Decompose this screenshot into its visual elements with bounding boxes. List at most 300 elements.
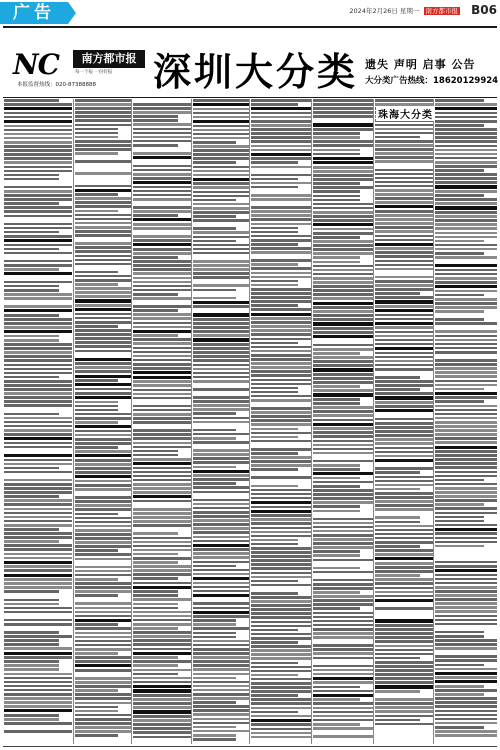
listing-line — [75, 566, 131, 569]
listing-line — [435, 586, 497, 589]
listing-line — [133, 119, 178, 122]
listing-line — [313, 735, 373, 738]
listing-line — [133, 429, 191, 432]
listing-line — [4, 305, 72, 308]
listing-line — [4, 368, 72, 371]
listing-line — [313, 149, 360, 152]
listing-line — [4, 264, 72, 267]
listing-line — [435, 520, 484, 523]
listing-heading — [75, 425, 131, 428]
listing-line — [133, 623, 191, 626]
listing-line — [133, 698, 191, 701]
listing-line — [251, 366, 311, 369]
listing-line — [251, 157, 311, 160]
listing-line — [251, 506, 311, 509]
listing-line — [133, 111, 191, 114]
listing-line — [193, 372, 249, 375]
listing-line — [375, 181, 433, 184]
listing-line — [4, 388, 72, 391]
listing-line — [435, 512, 497, 515]
listing-line — [313, 493, 373, 496]
listing-line — [375, 595, 433, 598]
listing-line — [4, 685, 72, 688]
listing-line — [193, 523, 249, 526]
listing-line — [193, 474, 249, 477]
listing-line — [133, 483, 191, 486]
listing-line — [133, 235, 191, 238]
listing-line — [4, 565, 72, 568]
listing-line — [313, 599, 373, 602]
listing-line — [375, 591, 433, 594]
listing-line — [4, 351, 72, 354]
listing-line — [435, 441, 497, 444]
listing-line — [133, 194, 191, 197]
listing-line — [375, 356, 433, 359]
listing-heading — [4, 107, 72, 110]
listing-line — [75, 438, 131, 441]
listing-line — [75, 578, 118, 581]
listing-line — [193, 548, 249, 551]
listing-line — [193, 276, 249, 279]
listing-line — [435, 375, 497, 378]
listing-line — [193, 536, 249, 539]
listing-line — [251, 690, 311, 693]
listing-line — [313, 587, 373, 590]
listing-line — [435, 290, 497, 293]
listing-line — [251, 174, 311, 177]
listing-line — [75, 590, 131, 593]
listing-line — [375, 156, 433, 159]
listing-gap — [3, 734, 73, 738]
listing-line — [313, 665, 373, 668]
listing-line — [133, 475, 191, 478]
listing-line — [4, 141, 72, 144]
listing-line — [251, 485, 298, 488]
listing-line — [193, 191, 249, 194]
listing-line — [4, 202, 59, 205]
listing-line — [375, 719, 420, 722]
listing-line — [75, 632, 131, 635]
listing-line — [375, 471, 420, 474]
zhuhai-section-title: 珠海大分类 — [376, 106, 435, 121]
listing-line — [133, 573, 191, 576]
listing-line — [251, 346, 311, 349]
listing-line — [193, 355, 249, 358]
listing-line — [75, 313, 131, 316]
listing-line — [75, 450, 131, 453]
listing-line — [435, 120, 497, 123]
listing-line — [133, 565, 191, 568]
dateline — [349, 6, 460, 15]
listing-line — [133, 393, 191, 396]
listing-heading — [435, 206, 497, 209]
listing-line — [75, 541, 131, 544]
listing-line — [251, 263, 298, 266]
listing-line — [75, 553, 131, 556]
listing-line — [75, 304, 131, 307]
listing-heading — [313, 123, 373, 126]
listing-line — [375, 201, 433, 204]
listing-line — [313, 310, 373, 313]
listing-line — [313, 402, 360, 405]
listing-line — [435, 503, 484, 506]
listing-line — [251, 662, 298, 665]
listing-line — [375, 305, 433, 308]
listing-line — [75, 279, 131, 282]
listing-line — [375, 368, 433, 371]
listing-line — [75, 205, 131, 208]
listing-column — [249, 99, 312, 744]
listing-line — [193, 248, 249, 251]
listing-line — [4, 491, 72, 494]
listing-line — [375, 698, 433, 701]
listing-line — [313, 603, 373, 606]
listing-line — [435, 619, 497, 622]
listing-line — [75, 430, 131, 433]
listing-line — [133, 442, 191, 445]
listing-line — [4, 318, 72, 321]
listing-heading — [75, 454, 131, 457]
listing-line — [133, 140, 191, 143]
listing-heading — [193, 103, 249, 106]
listing-line — [193, 689, 249, 692]
listing-line — [193, 722, 249, 725]
listing-line — [133, 450, 178, 453]
listing-line — [4, 244, 72, 247]
listing-line — [435, 145, 497, 148]
listing-line — [435, 499, 497, 502]
listing-heading — [251, 501, 311, 504]
listing-line — [4, 677, 72, 680]
listing-line — [435, 181, 497, 184]
listing-line — [313, 723, 360, 726]
listing-line — [375, 587, 433, 590]
listing-line — [133, 417, 191, 420]
listing-line — [251, 555, 311, 558]
listing-line — [75, 124, 131, 127]
listing-line — [75, 366, 131, 369]
listing-line — [435, 433, 497, 436]
listing-line — [375, 251, 433, 254]
listing-line — [251, 728, 311, 731]
listing-line — [435, 561, 497, 564]
listing-line — [133, 309, 178, 312]
listing-line — [193, 590, 249, 593]
listing-line — [133, 437, 191, 440]
listing-line — [375, 296, 433, 299]
listing-line — [133, 272, 191, 275]
listing-line — [313, 327, 373, 330]
listing-line — [133, 107, 191, 110]
listing-line — [251, 186, 298, 189]
listing-line — [375, 500, 433, 503]
listing-line — [435, 347, 497, 350]
listing-line — [4, 540, 59, 543]
listing-line — [435, 388, 484, 391]
listing-line — [251, 259, 311, 262]
listing-line — [75, 242, 131, 245]
listing-line — [375, 255, 433, 258]
listing-line — [133, 210, 191, 213]
listing-line — [75, 337, 131, 340]
listing-line — [133, 355, 191, 358]
listing-line — [435, 726, 484, 729]
listing-line — [4, 268, 59, 271]
listing-line — [193, 664, 249, 667]
listing-line — [133, 186, 191, 189]
listing-line — [313, 686, 360, 689]
listing-line — [4, 582, 72, 585]
listing-line — [313, 727, 373, 730]
listing-line — [193, 108, 249, 111]
listing-line — [313, 265, 373, 268]
listing-line — [375, 476, 433, 479]
listing-line — [251, 514, 311, 517]
listing-line — [4, 701, 72, 704]
listing-line — [4, 512, 72, 515]
listing-line — [133, 342, 191, 345]
listing-line — [193, 491, 249, 494]
listing-line — [193, 343, 249, 346]
listing-heading — [435, 264, 497, 267]
listing-line — [193, 697, 249, 700]
listing-line — [375, 533, 433, 536]
listing-heading — [313, 694, 373, 697]
listing-line — [375, 723, 433, 726]
listing-line — [133, 673, 178, 676]
listing-line — [193, 318, 249, 321]
listing-line — [251, 223, 311, 226]
listing-line — [4, 508, 72, 511]
listing-line — [251, 539, 298, 542]
listing-line — [251, 140, 311, 143]
listing-line — [133, 694, 191, 697]
listing-line — [313, 232, 373, 235]
listing-heading — [313, 223, 373, 226]
listing-line — [251, 206, 311, 209]
listing-line — [251, 535, 311, 538]
listing-line — [375, 124, 433, 127]
listing-heading — [375, 243, 433, 246]
listing-line — [133, 545, 191, 548]
listing-line — [75, 401, 118, 404]
listing-line — [193, 351, 249, 354]
listing-heading — [75, 375, 131, 378]
listing-line — [4, 248, 59, 251]
listing-heading — [251, 719, 311, 722]
listing-line — [251, 715, 311, 718]
listing-line — [4, 404, 72, 407]
listing-line — [133, 615, 191, 618]
listing-line — [435, 606, 497, 609]
listing-line — [75, 160, 131, 163]
listing-line — [4, 516, 72, 519]
listing-line — [133, 677, 191, 680]
page-number: B06 — [471, 3, 497, 17]
listing-line — [193, 602, 249, 605]
listing-line — [375, 434, 433, 437]
listing-line — [75, 488, 131, 491]
listing-line — [251, 317, 311, 320]
listing-line — [193, 569, 249, 572]
listing-line — [435, 705, 497, 708]
listing-line — [375, 226, 433, 229]
listing-heading — [375, 347, 433, 350]
issue-date: 2024年2月26日 星期一 — [349, 7, 420, 15]
listing-line — [313, 186, 373, 189]
paper-name-logo: 南方都市报 — [73, 50, 145, 68]
listing-line — [251, 267, 311, 270]
listing-line — [193, 519, 249, 522]
listing-line — [313, 644, 373, 647]
listing-line — [435, 215, 497, 218]
listing-line — [4, 339, 59, 342]
listing-line — [193, 627, 249, 630]
listing-line — [251, 370, 311, 373]
listing-heading — [75, 299, 131, 302]
listing-line — [133, 594, 178, 597]
listing-heading — [4, 330, 72, 333]
listing-line — [193, 457, 249, 460]
listing-line — [435, 483, 497, 486]
listing-line — [4, 429, 72, 432]
listing-heading — [435, 285, 497, 288]
listing-line — [4, 174, 59, 177]
listing-line — [435, 149, 497, 152]
listing-line — [133, 289, 191, 292]
listing-line — [251, 670, 311, 673]
listing-line — [193, 400, 249, 403]
listing-line — [251, 124, 311, 127]
listing-line — [133, 198, 191, 201]
listing-line — [313, 103, 373, 106]
listing-line — [4, 392, 72, 395]
listing-line — [313, 182, 360, 185]
listing-heading — [435, 569, 497, 572]
listing-heading — [75, 383, 131, 386]
listing-line — [375, 488, 420, 491]
listing-line — [133, 334, 178, 337]
listing-line — [435, 466, 497, 469]
listing-line — [435, 400, 484, 403]
listing-line — [435, 655, 497, 658]
listing-line — [75, 362, 131, 365]
listing-line — [193, 116, 249, 119]
listing-line — [193, 644, 249, 647]
listing-line — [4, 544, 72, 547]
listing-line — [435, 330, 497, 333]
listing-line — [375, 210, 433, 213]
listing-line — [133, 627, 178, 630]
listing-line — [313, 632, 373, 635]
listing-line — [75, 602, 131, 605]
listing-line — [193, 305, 249, 308]
listing-line — [251, 440, 311, 443]
listing-line — [313, 219, 373, 222]
listing-line — [75, 594, 118, 597]
listing-line — [133, 561, 178, 564]
listing-line — [75, 706, 118, 709]
listing-line — [313, 636, 373, 639]
listing-line — [251, 476, 311, 479]
listing-line — [193, 133, 249, 136]
listing-line — [251, 132, 311, 135]
listing-line — [193, 648, 249, 651]
listing-line — [133, 549, 191, 552]
listing-line — [251, 563, 311, 566]
listing-line — [133, 165, 191, 168]
listing-heading — [375, 409, 433, 412]
listing-line — [313, 707, 373, 710]
listing-line — [133, 702, 191, 705]
listing-line — [133, 285, 191, 288]
listing-line — [435, 298, 497, 301]
listing-line — [435, 318, 484, 321]
listing-line — [133, 132, 191, 135]
bottom-rule — [3, 746, 497, 747]
listing-line — [193, 284, 249, 287]
listing-heading — [133, 689, 191, 692]
listing-line — [251, 128, 311, 131]
listing-line — [375, 197, 433, 200]
listing-line — [193, 421, 249, 424]
listing-line — [4, 285, 59, 288]
listing-line — [251, 460, 311, 463]
listing-line — [435, 450, 497, 453]
listing-line — [75, 513, 118, 516]
listing-heading — [4, 709, 72, 712]
listing-line — [435, 306, 497, 309]
listing-line — [251, 732, 311, 735]
listing-heading — [75, 396, 131, 399]
listing-line — [4, 619, 72, 622]
listing-heading — [375, 459, 433, 462]
listing-line — [75, 103, 131, 106]
listing-line — [75, 480, 131, 483]
listing-line — [251, 395, 311, 398]
listing-line — [313, 497, 373, 500]
listing-line — [4, 689, 72, 692]
listing-line — [75, 627, 131, 630]
listing-line — [251, 612, 311, 615]
listing-line — [313, 240, 373, 243]
listing-line — [133, 136, 191, 139]
masthead — [3, 28, 497, 96]
listing-line — [313, 595, 373, 598]
listing-line — [251, 415, 311, 418]
listing-line — [75, 152, 118, 155]
listing-line — [4, 289, 59, 292]
listing-line — [75, 230, 131, 233]
listing-line — [251, 120, 311, 123]
listing-line — [435, 177, 497, 180]
listing-line — [375, 376, 420, 379]
listing-line — [375, 681, 433, 684]
listing-line — [375, 140, 433, 143]
listing-line — [75, 446, 118, 449]
listing-line — [313, 207, 373, 210]
listing-line — [375, 690, 420, 693]
listing-line — [75, 329, 131, 332]
listing-line — [4, 479, 72, 482]
listing-line — [435, 339, 497, 342]
listing-line — [193, 359, 249, 362]
listing-line — [193, 396, 249, 399]
listing-line — [75, 434, 131, 437]
listing-line — [193, 166, 249, 169]
listing-line — [133, 152, 191, 155]
listing-line — [133, 631, 191, 634]
